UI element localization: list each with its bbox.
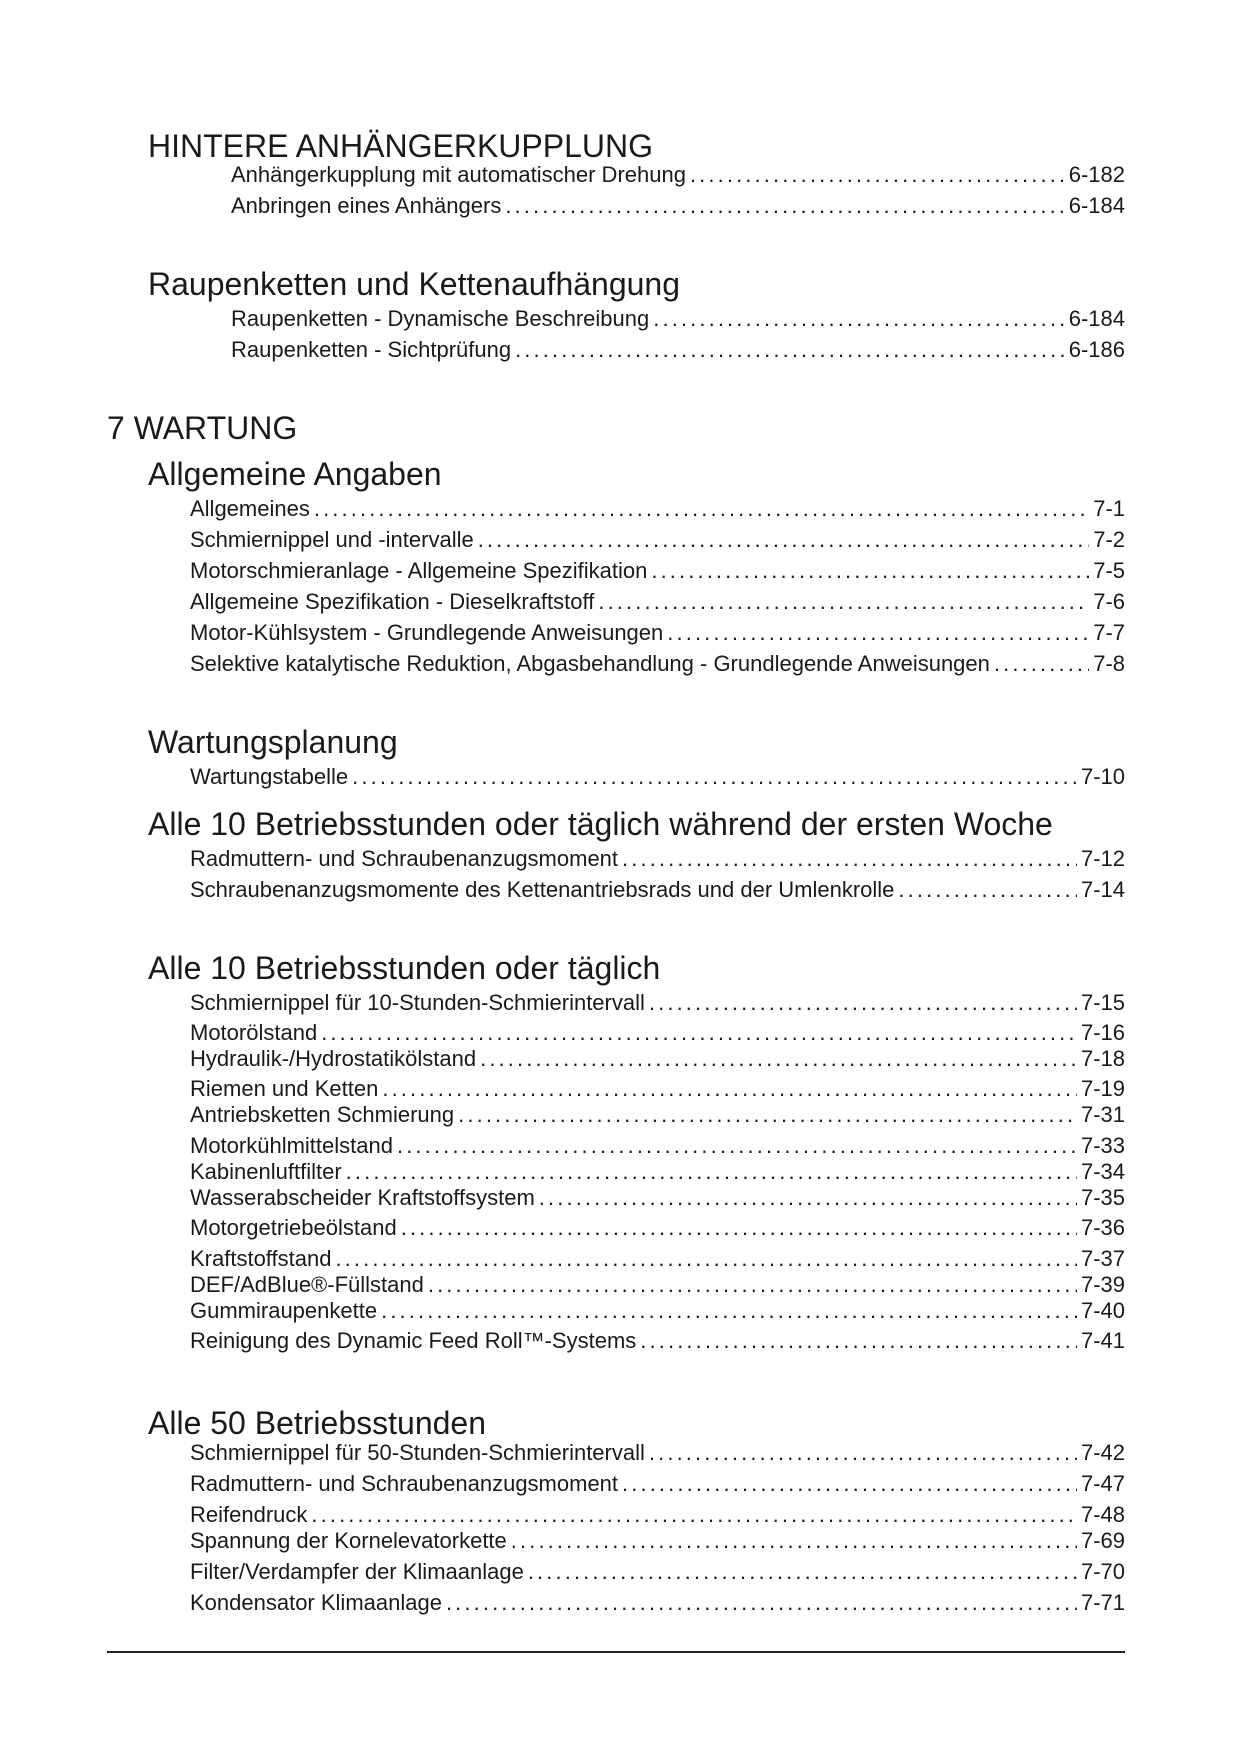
toc-entry-page: 7-39: [1080, 1272, 1125, 1297]
toc-entry-title: Motorkühlmittelstand: [190, 1133, 393, 1158]
toc-entry[interactable]: [190, 651, 1125, 677]
toc-leader: [528, 1559, 1077, 1585]
toc-entry[interactable]: [190, 1246, 1125, 1272]
toc-leader: [382, 1076, 1077, 1102]
toc-leader: [505, 193, 1064, 219]
toc-entry-title: Reinigung des Dynamic Feed Roll™-Systems: [190, 1328, 637, 1353]
toc-entry-page: 7-41: [1080, 1328, 1125, 1353]
toc-entry[interactable]: [190, 877, 1125, 903]
toc-entry[interactable]: [190, 1133, 1125, 1159]
toc-entry-title: Radmuttern- und Schraubenanzugsmoment: [190, 846, 619, 871]
toc-entry[interactable]: [190, 1185, 1125, 1211]
toc-entry-title: Allgemeines: [190, 496, 310, 521]
toc-entry-title: Wartungstabelle: [190, 764, 349, 789]
toc-entry[interactable]: [190, 589, 1125, 615]
toc-leader: [649, 1440, 1077, 1466]
section-heading: Allgemeine Angaben: [148, 456, 442, 492]
toc-leader: [690, 162, 1065, 188]
section-heading: Raupenketten und Kettenaufhängung: [148, 266, 681, 302]
toc-entry[interactable]: [190, 990, 1125, 1016]
toc-entry-title: Schraubenanzugsmomente des Kettenantriebsrads und der Umlenkrolle: [190, 877, 895, 902]
toc-entry-page: 7-5: [1093, 558, 1125, 583]
section-heading: HINTERE ANHÄNGERKUPPLUNG: [148, 128, 653, 164]
toc-entry-title: Wasserabscheider Kraftstoffsystem: [190, 1185, 535, 1210]
toc-entry[interactable]: [231, 162, 1125, 188]
toc-entry[interactable]: [190, 1159, 1125, 1185]
toc-entry[interactable]: [190, 1020, 1125, 1046]
toc-leader: [446, 1590, 1077, 1616]
toc-entry-title: Filter/Verdampfer der Klimaanlage: [190, 1559, 524, 1584]
toc-leader: [458, 1102, 1077, 1128]
toc-entry[interactable]: [190, 1559, 1125, 1585]
toc-entry-page: 7-35: [1080, 1185, 1125, 1210]
toc-entry-title: Schmiernippel und -intervalle: [190, 527, 474, 552]
section-heading: Alle 10 Betriebsstunden oder täglich: [148, 950, 661, 986]
toc-leader: [622, 846, 1077, 872]
toc-leader: [321, 1020, 1077, 1046]
toc-entry-title: Spannung der Kornelevatorkette: [190, 1528, 507, 1553]
toc-entry-page: 7-69: [1080, 1528, 1125, 1553]
toc-entry[interactable]: [190, 764, 1125, 790]
toc-entry[interactable]: [190, 1046, 1125, 1072]
toc-entry[interactable]: [190, 1471, 1125, 1497]
toc-leader: [478, 527, 1090, 553]
toc-entry[interactable]: [190, 1102, 1125, 1128]
toc-leader: [335, 1246, 1077, 1272]
toc-leader: [311, 1502, 1077, 1528]
toc-entry-title: Schmiernippel für 50-Stunden-Schmierintervall: [190, 1440, 645, 1465]
toc-entry-title: Raupenketten - Dynamische Beschreibung: [231, 306, 650, 331]
toc-entry-page: 6-184: [1068, 193, 1125, 218]
toc-leader: [653, 306, 1064, 332]
toc-entry-page: 7-19: [1080, 1076, 1125, 1101]
section-heading: Alle 10 Betriebsstunden oder täglich während der ersten Woche: [148, 806, 1053, 842]
toc-leader: [667, 620, 1089, 646]
toc-entry-page: 7-2: [1093, 527, 1125, 552]
toc-leader: [640, 1328, 1077, 1354]
toc-entry-page: 7-6: [1093, 589, 1125, 614]
toc-entry-page: 7-10: [1080, 764, 1125, 789]
toc-entry[interactable]: [231, 306, 1125, 332]
toc-entry[interactable]: [190, 846, 1125, 872]
toc-entry-title: Anbringen eines Anhängers: [231, 193, 502, 218]
toc-entry-page: 7-34: [1080, 1159, 1125, 1184]
toc-entry-page: 7-70: [1080, 1559, 1125, 1584]
toc-leader: [401, 1215, 1077, 1241]
toc-leader: [480, 1046, 1077, 1072]
toc-entry-page: 7-36: [1080, 1215, 1125, 1240]
toc-entry-title: Motorgetriebeölstand: [190, 1215, 397, 1240]
toc-entry-page: 6-184: [1068, 306, 1125, 331]
toc-entry-title: Reifendruck: [190, 1502, 308, 1527]
toc-leader: [994, 651, 1089, 677]
toc-entry-title: Schmiernippel für 10-Stunden-Schmierintervall: [190, 990, 645, 1015]
toc-entry[interactable]: [190, 1502, 1125, 1528]
toc-entry-title: Hydraulik-/Hydrostatikölstand: [190, 1046, 477, 1071]
toc-leader: [651, 558, 1089, 584]
toc-entry-page: 7-37: [1080, 1246, 1125, 1271]
toc-entry[interactable]: [190, 1076, 1125, 1102]
toc-leader: [346, 1159, 1077, 1185]
toc-entry[interactable]: [190, 1528, 1125, 1554]
toc-entry-page: 6-182: [1068, 162, 1125, 187]
toc-entry-page: 7-47: [1080, 1471, 1125, 1496]
toc-leader: [314, 496, 1089, 522]
toc-leader: [622, 1471, 1077, 1497]
toc-entry-title: Kraftstoffstand: [190, 1246, 332, 1271]
toc-entry[interactable]: [190, 1440, 1125, 1466]
toc-entry[interactable]: [190, 1328, 1125, 1354]
toc-entry-title: Anhängerkupplung mit automatischer Drehung: [231, 162, 686, 187]
toc-entry-title: Motor-Kühlsystem - Grundlegende Anweisungen: [190, 620, 664, 645]
toc-entry-page: 7-7: [1093, 620, 1125, 645]
toc-entry-page: 7-12: [1080, 846, 1125, 871]
toc-entry-title: Motorschmieranlage - Allgemeine Spezifikation: [190, 558, 648, 583]
toc-entry-title: Raupenketten - Sichtprüfung: [231, 337, 512, 362]
toc-entry[interactable]: [190, 496, 1125, 522]
toc-entry-title: Motorölstand: [190, 1020, 318, 1045]
toc-entry-page: 7-16: [1080, 1020, 1125, 1045]
chapter-title: 7 WARTUNG: [107, 410, 298, 446]
toc-entry-page: 7-33: [1080, 1133, 1125, 1158]
toc-entry[interactable]: [190, 527, 1125, 553]
toc-entry-page: 7-1: [1093, 496, 1125, 521]
toc-entry-title: Allgemeine Spezifikation - Dieselkraftstoff: [190, 589, 595, 614]
toc-entry-title: Antriebsketten Schmierung: [190, 1102, 455, 1127]
section-heading: Wartungsplanung: [148, 724, 398, 760]
toc-entry-page: 7-40: [1080, 1298, 1125, 1323]
toc-entry[interactable]: [231, 193, 1125, 219]
toc-entry-page: 7-42: [1080, 1440, 1125, 1465]
toc-entry-page: 7-15: [1080, 990, 1125, 1015]
toc-leader: [511, 1528, 1077, 1554]
toc-leader: [515, 337, 1065, 363]
toc-leader: [598, 589, 1089, 615]
toc-entry-page: 7-8: [1093, 651, 1125, 676]
toc-leader: [381, 1298, 1077, 1324]
toc-entry-page: 7-14: [1080, 877, 1125, 902]
toc-leader: [649, 990, 1077, 1016]
toc-entry[interactable]: [190, 558, 1125, 584]
toc-leader: [898, 877, 1077, 903]
toc-entry[interactable]: [190, 1590, 1125, 1616]
toc-entry-title: Radmuttern- und Schraubenanzugsmoment: [190, 1471, 619, 1496]
toc-entry[interactable]: [190, 620, 1125, 646]
footer-divider: [107, 1651, 1125, 1653]
toc-entry-page: 6-186: [1068, 337, 1125, 362]
toc-entry[interactable]: [231, 337, 1125, 363]
toc-entry-title: Selektive katalytische Reduktion, Abgasbehandlung - Grundlegende Anweisungen: [190, 651, 990, 676]
toc-entry-title: DEF/AdBlue®-Füllstand: [190, 1272, 424, 1297]
toc-entry-page: 7-31: [1080, 1102, 1125, 1127]
toc-entry-page: 7-71: [1080, 1590, 1125, 1615]
toc-entry-title: Riemen und Ketten: [190, 1076, 379, 1101]
toc-entry[interactable]: [190, 1215, 1125, 1241]
toc-leader: [352, 764, 1077, 790]
toc-entry-page: 7-18: [1080, 1046, 1125, 1071]
toc-entry-page: 7-48: [1080, 1502, 1125, 1527]
toc-leader: [397, 1133, 1077, 1159]
toc-entry[interactable]: [190, 1298, 1125, 1324]
toc-entry-title: Gummiraupenkette: [190, 1298, 378, 1323]
section-heading: Alle 50 Betriebsstunden: [148, 1405, 486, 1441]
toc-entry[interactable]: [190, 1272, 1125, 1298]
toc-leader: [539, 1185, 1077, 1211]
toc-entry-title: Kondensator Klimaanlage: [190, 1590, 442, 1615]
toc-leader: [428, 1272, 1077, 1298]
toc-entry-title: Kabinenluftfilter: [190, 1159, 342, 1184]
